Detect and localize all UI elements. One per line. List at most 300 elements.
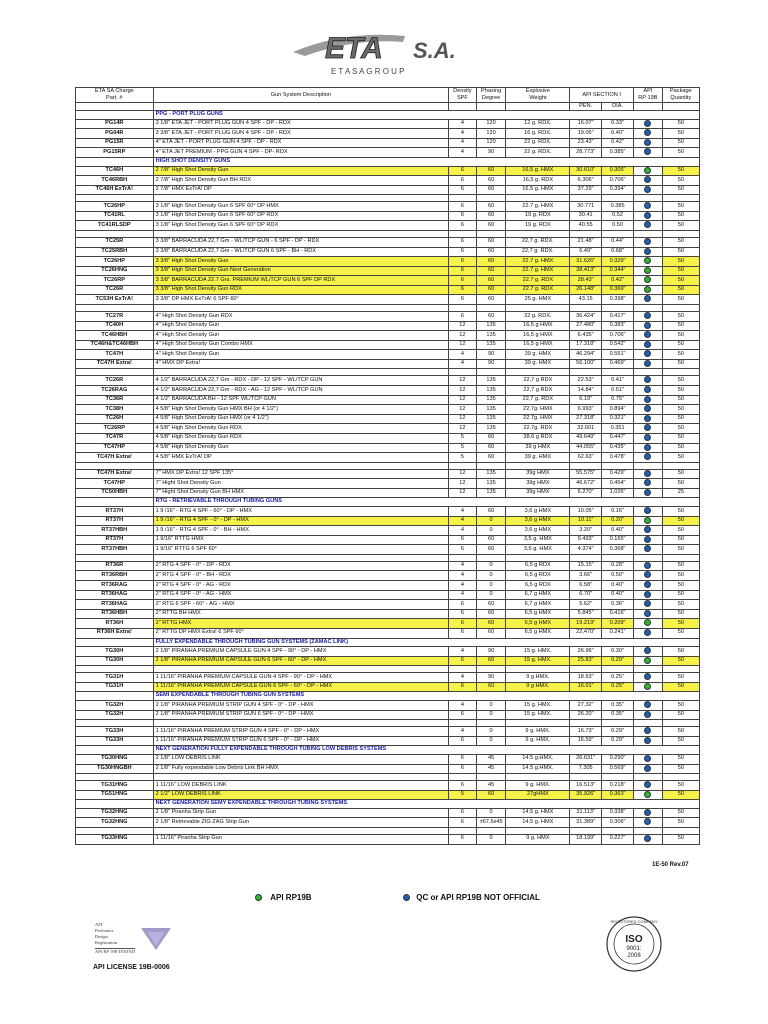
cell-api <box>634 312 663 322</box>
cell-quantity: 50 <box>662 376 699 386</box>
cell-quantity: 50 <box>662 386 699 396</box>
cell-description: 2 1/8" PIRANHA PREMIUM STRIP GUN 4 SPF - 0° - DP - HMX <box>153 701 449 711</box>
cell-quantity: 50 <box>662 535 699 545</box>
cell-pen: 62.63" <box>570 453 602 463</box>
cell-density: 6 <box>449 835 477 845</box>
cell-quantity: 50 <box>662 682 699 692</box>
green-dot-icon <box>644 167 651 174</box>
cell-dia: 0.40" <box>602 590 634 600</box>
blue-dot-icon <box>644 202 651 209</box>
cell-api <box>634 469 663 479</box>
table-row <box>76 433 700 443</box>
cell-pen: 16.513" <box>570 781 602 791</box>
table-row <box>76 129 700 139</box>
cell-quantity: 50 <box>662 710 699 720</box>
cell-api <box>634 237 663 247</box>
header-phasing: Phasing Degree <box>476 88 506 103</box>
spacer-row <box>76 828 700 835</box>
cell-phasing: 60 <box>476 247 506 257</box>
cell-description: 7" HMX DP Extra! 12 SPF 135° <box>153 469 449 479</box>
blue-dot-icon <box>403 894 410 901</box>
cell-pen: 16.73" <box>570 727 602 737</box>
api-stamp-text: API Perforator Design Registration API RP 19B TESTED <box>95 922 136 954</box>
header-part: ETA SA Charge Part. # <box>76 88 154 103</box>
cell-description: 4 5/8" High Shot Density Gun <box>153 443 449 453</box>
cell-part: TC38H <box>76 405 154 415</box>
cell-part: TC41RL <box>76 211 154 221</box>
cell-density: 12 <box>449 386 477 396</box>
cell-explosive: 12 g. RDX. <box>506 119 570 129</box>
blue-dot-icon <box>644 479 651 486</box>
cell-density: 6 <box>449 211 477 221</box>
cell-quantity: 50 <box>662 266 699 276</box>
cell-phasing: 90 <box>476 647 506 657</box>
green-dot-icon <box>644 267 651 274</box>
cell-dia: 0.351 <box>602 424 634 434</box>
cell-density: 12 <box>449 424 477 434</box>
cell-api <box>634 257 663 267</box>
cell-quantity: 50 <box>662 479 699 489</box>
cell-density: 6 <box>449 619 477 629</box>
cell-quantity: 50 <box>662 453 699 463</box>
cell-description: 2 1/8" PIRANHA PREMIUM STRIP GUN 6 SPF - 0° - DP - HMX <box>153 710 449 720</box>
cell-api <box>634 609 663 619</box>
cell-explosive: 22.7g. RDX <box>506 424 570 434</box>
cell-explosive: 39 g. HMX <box>506 350 570 360</box>
cell-dia: 0.551" <box>602 350 634 360</box>
cell-api <box>634 285 663 295</box>
cell-dia: 0.42" <box>602 138 634 148</box>
cell-part: RT36HAG <box>76 590 154 600</box>
cell-pen: 7.305 <box>570 764 602 774</box>
header-dia: DIA. <box>602 103 634 111</box>
cell-dia: 0.68" <box>602 247 634 257</box>
cell-dia: 0.29" <box>602 656 634 666</box>
cell-pen: 31.389" <box>570 818 602 828</box>
cell-explosive: 9 g. HMX <box>506 835 570 845</box>
cell-explosive: 16,5 g. HMX <box>506 166 570 176</box>
cell-dia: 0.383" <box>602 321 634 331</box>
cell-phasing: 0 <box>476 590 506 600</box>
cell-part: TG32H <box>76 710 154 720</box>
cell-dia: 0.394" <box>602 185 634 195</box>
table-row <box>76 736 700 746</box>
cell-density: 12 <box>449 469 477 479</box>
cell-quantity: 50 <box>662 395 699 405</box>
cell-phasing: 60 <box>476 202 506 212</box>
cell-quantity: 50 <box>662 285 699 295</box>
cell-explosive: 38.6 g RDX <box>506 433 570 443</box>
cell-dia: 0.363" <box>602 790 634 800</box>
cell-quantity: 50 <box>662 673 699 683</box>
table-row <box>76 609 700 619</box>
cell-dia: 0.40" <box>602 581 634 591</box>
cell-description: 4" ETA JET PREMIUM - PPG GUN 4 SPF - DP- RDX <box>153 148 449 158</box>
cell-phasing: 0 <box>476 561 506 571</box>
cell-quantity: 50 <box>662 211 699 221</box>
cell-pen: 5.845" <box>570 609 602 619</box>
cell-dia: 0.429" <box>602 469 634 479</box>
cell-phasing: 60 <box>476 609 506 619</box>
table-row <box>76 321 700 331</box>
cell-description: 3 3/8" BARRACUDA 22.7 Grs. PREMIUM WL/TCP GUN 6 SPF DP RDX <box>153 276 449 286</box>
blue-dot-icon <box>644 322 651 329</box>
cell-description: 2" RTTG DP HMX Extra! 6 SPF 60° <box>153 628 449 638</box>
cell-pen: 16.59" <box>570 736 602 746</box>
cell-pen: 38.413" <box>570 266 602 276</box>
blue-dot-icon <box>644 386 651 393</box>
cell-api <box>634 701 663 711</box>
green-dot-icon <box>644 657 651 664</box>
cell-phasing: 60 <box>476 312 506 322</box>
cell-explosive: 15 g. HMX. <box>506 710 570 720</box>
cell-phasing: 45 <box>476 754 506 764</box>
header-api: API RP 19B <box>634 88 663 103</box>
cell-part: RT37H <box>76 535 154 545</box>
api-license: API LICENSE 19B-0006 <box>93 964 170 971</box>
table-row <box>76 526 700 536</box>
cell-density: 5 <box>449 790 477 800</box>
cell-explosive: 22.7 g. HMX <box>506 257 570 267</box>
cell-phasing: 135 <box>476 386 506 396</box>
cell-part: TG32H <box>76 701 154 711</box>
cell-api <box>634 647 663 657</box>
cell-pen: 6.58" <box>570 581 602 591</box>
cell-density: 6 <box>449 818 477 828</box>
cell-explosive: 22,7 g. RDX. <box>506 247 570 257</box>
cell-density: 6 <box>449 656 477 666</box>
section-blank <box>76 746 154 755</box>
iso-9001-seal <box>605 915 663 973</box>
cell-density: 6 <box>449 736 477 746</box>
cell-density: 4 <box>449 673 477 683</box>
cell-api <box>634 202 663 212</box>
cell-description: 2 7/8" HMX ExTrA! DP <box>153 185 449 195</box>
section-title: NEXT GENERATION SEMY EXPENDABLE THROUGH TUBING SYSTEMS <box>153 800 699 809</box>
cell-explosive: 19 g. RDX <box>506 221 570 231</box>
cell-density: 12 <box>449 331 477 341</box>
cell-phasing: 0 <box>476 727 506 737</box>
cell-api <box>634 479 663 489</box>
cell-part: TC46RBH <box>76 176 154 186</box>
cell-quantity: 50 <box>662 727 699 737</box>
spacer-row <box>76 774 700 781</box>
cell-explosive: 39g HMX <box>506 479 570 489</box>
blue-dot-icon <box>644 405 651 412</box>
cell-density: 4 <box>449 148 477 158</box>
cell-quantity: 50 <box>662 276 699 286</box>
cell-pen: 30.610" <box>570 166 602 176</box>
cell-description: 2" RTG 4 SPF - 0° - AG - HMX <box>153 590 449 600</box>
cell-dia: 0.165" <box>602 535 634 545</box>
cell-quantity: 50 <box>662 129 699 139</box>
cell-part: TC47R <box>76 433 154 443</box>
cell-explosive: 3,6 g HMX <box>506 507 570 517</box>
section-blank <box>76 498 154 507</box>
blue-dot-icon <box>644 809 651 816</box>
cell-dia: 0.227" <box>602 835 634 845</box>
table-row <box>76 176 700 186</box>
table-row <box>76 656 700 666</box>
cell-explosive: 9 g. HMX. <box>506 727 570 737</box>
cell-density: 6 <box>449 710 477 720</box>
blue-dot-icon <box>644 120 651 127</box>
cell-pen: 44.055" <box>570 443 602 453</box>
table-row <box>76 221 700 231</box>
cell-phasing: 45 <box>476 781 506 791</box>
blue-dot-icon <box>644 673 651 680</box>
cell-dia: 0.454" <box>602 479 634 489</box>
cell-pen: 28.43" <box>570 276 602 286</box>
blue-dot-icon <box>644 835 651 842</box>
cell-density: 6 <box>449 628 477 638</box>
cell-density: 12 <box>449 395 477 405</box>
cell-part: TC47HP <box>76 443 154 453</box>
cell-pen: 27.32" <box>570 701 602 711</box>
cell-description: 4" High Shot Density Gun <box>153 321 449 331</box>
cell-description: 1 9 /16" - RTG 4 SPF - 0° - BH - HMX <box>153 526 449 536</box>
blue-dot-icon <box>644 701 651 708</box>
cell-part: TG31HNG <box>76 781 154 791</box>
cell-api <box>634 414 663 424</box>
cell-phasing: 60 <box>476 545 506 555</box>
cell-api <box>634 350 663 360</box>
cell-quantity: 50 <box>662 571 699 581</box>
header-explosive: Explosive Weight <box>506 88 570 103</box>
blue-dot-icon <box>644 755 651 762</box>
cell-part: RT36H <box>76 619 154 629</box>
cell-description: 2" RTG 4 SPF - 0° - BH - RDX <box>153 571 449 581</box>
cell-dia: 0.329" <box>602 257 634 267</box>
table-row <box>76 405 700 415</box>
table-row <box>76 590 700 600</box>
cell-explosive: 6,5 g RDX <box>506 561 570 571</box>
cell-phasing: 0 <box>476 710 506 720</box>
cell-description: 3 3/8" High Shot Density Gun Next Generation <box>153 266 449 276</box>
cell-density: 4 <box>449 526 477 536</box>
cell-explosive: 39g HMX <box>506 469 570 479</box>
blue-dot-icon <box>644 350 651 357</box>
section-blank <box>76 157 154 166</box>
cell-phasing: 60 <box>476 211 506 221</box>
cell-quantity: 50 <box>662 561 699 571</box>
cell-dia: 0.20" <box>602 516 634 526</box>
table-row <box>76 331 700 341</box>
cell-dia: 0.385" <box>602 148 634 158</box>
cell-quantity: 50 <box>662 764 699 774</box>
cell-pen: 6.435" <box>570 331 602 341</box>
table-row <box>76 469 700 479</box>
cell-api <box>634 682 663 692</box>
cell-explosive: 3,5 g. HMX <box>506 545 570 555</box>
cell-api <box>634 148 663 158</box>
cell-phasing: 0 <box>476 701 506 711</box>
cell-dia: 0.338" <box>602 808 634 818</box>
cell-explosive: 22 g. RDX. <box>506 148 570 158</box>
blue-dot-icon <box>644 711 651 718</box>
blue-dot-icon <box>644 727 651 734</box>
cell-pen: 31.626" <box>570 257 602 267</box>
blue-dot-icon <box>644 489 651 496</box>
cell-api <box>634 376 663 386</box>
cell-description: 3 3/8" ETA JET - PORT PLUG GUN 4 SPF - DP - RDX <box>153 129 449 139</box>
header-blank <box>634 103 663 111</box>
cell-density: 6 <box>449 266 477 276</box>
cell-api <box>634 736 663 746</box>
cell-quantity: 50 <box>662 414 699 424</box>
cell-density: 4 <box>449 581 477 591</box>
cell-description: 2" RTTG HMX <box>153 619 449 629</box>
header-density: Density SPF <box>449 88 477 103</box>
cell-dia: 0.29" <box>602 727 634 737</box>
cell-part: TC25RBH <box>76 247 154 257</box>
blue-dot-icon <box>644 248 651 255</box>
cell-description: 4" High Shot Density Gun RDX <box>153 312 449 322</box>
section-row <box>76 111 700 120</box>
blue-dot-icon <box>644 818 651 825</box>
cell-dia: 0.416" <box>602 609 634 619</box>
cell-description: 2 1/8" Retrievable ZIG ZAG Strip Gun <box>153 818 449 828</box>
table-row <box>76 266 700 276</box>
cell-explosive: 9 g. HMX. <box>506 781 570 791</box>
table-row <box>76 535 700 545</box>
table-row <box>76 507 700 517</box>
cell-part: TG30HNG <box>76 754 154 764</box>
cell-part: RT36HAG <box>76 600 154 610</box>
table-row <box>76 443 700 453</box>
blue-dot-icon <box>644 360 651 367</box>
cell-phasing: 135 <box>476 424 506 434</box>
cell-dia: 0.50" <box>602 571 634 581</box>
cell-pen: 40.55 <box>570 221 602 231</box>
cell-description: 3 3/8" High Shot Density Gun RDX <box>153 285 449 295</box>
cell-phasing: 60 <box>476 535 506 545</box>
cell-density: 4 <box>449 350 477 360</box>
cell-pen: 35.926" <box>570 790 602 800</box>
cell-description: 4" HMX DP Extra! <box>153 359 449 369</box>
cell-density: 6 <box>449 600 477 610</box>
cell-quantity: 50 <box>662 656 699 666</box>
cell-explosive: 27gHMX <box>506 790 570 800</box>
cell-description: 4 5/8" High Shot Density Gun HMX BH (or 4 1/2") <box>153 405 449 415</box>
cell-api <box>634 619 663 629</box>
cell-explosive: 16,5 g HMX <box>506 321 570 331</box>
cell-quantity: 50 <box>662 331 699 341</box>
cell-phasing: 120 <box>476 138 506 148</box>
spacer-row <box>76 369 700 376</box>
cell-phasing: 60 <box>476 285 506 295</box>
table-row <box>76 808 700 818</box>
cell-density: 12 <box>449 376 477 386</box>
table-row <box>76 414 700 424</box>
cell-explosive: 22.7 g. RDX <box>506 285 570 295</box>
cell-description: 2 7/8" High Shot Density Gun <box>153 166 449 176</box>
cell-explosive: 6,7 g HMX <box>506 590 570 600</box>
cell-dia: 0.569" <box>602 764 634 774</box>
cell-description: 7" Hight Shot Density Gun BH HMX <box>153 488 449 498</box>
spacer-row <box>76 666 700 673</box>
cell-part: TC26H <box>76 414 154 424</box>
cell-pen: 21.48" <box>570 237 602 247</box>
cell-part: TG32HNG <box>76 808 154 818</box>
cell-density: 6 <box>449 166 477 176</box>
cell-phasing: 0 <box>476 808 506 818</box>
cell-pen: 30.41 <box>570 211 602 221</box>
cell-explosive: 22 g. RDX. <box>506 138 570 148</box>
blue-dot-icon <box>644 571 651 578</box>
cell-pen: 49.649" <box>570 433 602 443</box>
cell-description: 1 11/16" PIRANHA PREMIUM STRIP GUN 6 SPF - 0° - DP - HMX <box>153 736 449 746</box>
cell-api <box>634 571 663 581</box>
table-row <box>76 754 700 764</box>
cell-quantity: 50 <box>662 619 699 629</box>
cell-explosive: 22.7 g. HMX <box>506 266 570 276</box>
cell-api <box>634 129 663 139</box>
cell-explosive: 22.7g. HMX <box>506 414 570 424</box>
blue-dot-icon <box>644 470 651 477</box>
cell-quantity: 50 <box>662 818 699 828</box>
blue-dot-icon <box>644 765 651 772</box>
cell-api <box>634 321 663 331</box>
cell-phasing: 135 <box>476 479 506 489</box>
header-blank <box>449 103 477 111</box>
table-row <box>76 764 700 774</box>
cell-quantity: 50 <box>662 600 699 610</box>
cell-description: 2 1/8" Fully expendable Low Debris Link BH HMX <box>153 764 449 774</box>
blue-dot-icon <box>644 212 651 219</box>
cell-explosive: 3,6 g HMX <box>506 516 570 526</box>
cell-api <box>634 266 663 276</box>
cell-part: TC41RLSDP <box>76 221 154 231</box>
section-row <box>76 800 700 809</box>
cell-phasing: 60 <box>476 628 506 638</box>
cell-part: TC50HBH <box>76 488 154 498</box>
cell-quantity: 50 <box>662 647 699 657</box>
table-row <box>76 673 700 683</box>
table-row <box>76 516 700 526</box>
cell-api <box>634 835 663 845</box>
table-row <box>76 727 700 737</box>
table-row <box>76 571 700 581</box>
cell-api <box>634 781 663 791</box>
cell-description: 2" RTG 4 SPF - 0° - DP - RDX <box>153 561 449 571</box>
logo-brand: ETA <box>325 32 383 65</box>
cell-quantity: 50 <box>662 781 699 791</box>
cell-explosive: 16,5 g. RDX <box>506 176 570 186</box>
table-row <box>76 237 700 247</box>
cell-density: 6 <box>449 312 477 322</box>
cell-description: 3 3/8" High Shot Density Gun <box>153 257 449 267</box>
cell-quantity: 50 <box>662 590 699 600</box>
table-row <box>76 488 700 498</box>
cell-pen: 17.318" <box>570 340 602 350</box>
cell-pen: 56.100" <box>570 359 602 369</box>
cell-part: RT36H Extra! <box>76 628 154 638</box>
cell-phasing: 60 <box>476 276 506 286</box>
cell-dia: 0.30" <box>602 647 634 657</box>
header-description: Gun System Description <box>153 88 449 103</box>
table-row <box>76 312 700 322</box>
header-blank <box>662 103 699 111</box>
cell-part: TC25R <box>76 237 154 247</box>
cell-density: 6 <box>449 247 477 257</box>
cell-explosive: 15 g. HMX. <box>506 647 570 657</box>
cell-phasing: 90 <box>476 350 506 360</box>
cell-part: TG51HNG <box>76 790 154 800</box>
cell-api <box>634 818 663 828</box>
cell-phasing: ±67.5x45 <box>476 818 506 828</box>
cell-description: 3 3/8" BARRACUDA 22,7 Gm - WL/TCP GUN 6 SPF - BH - RDX <box>153 247 449 257</box>
